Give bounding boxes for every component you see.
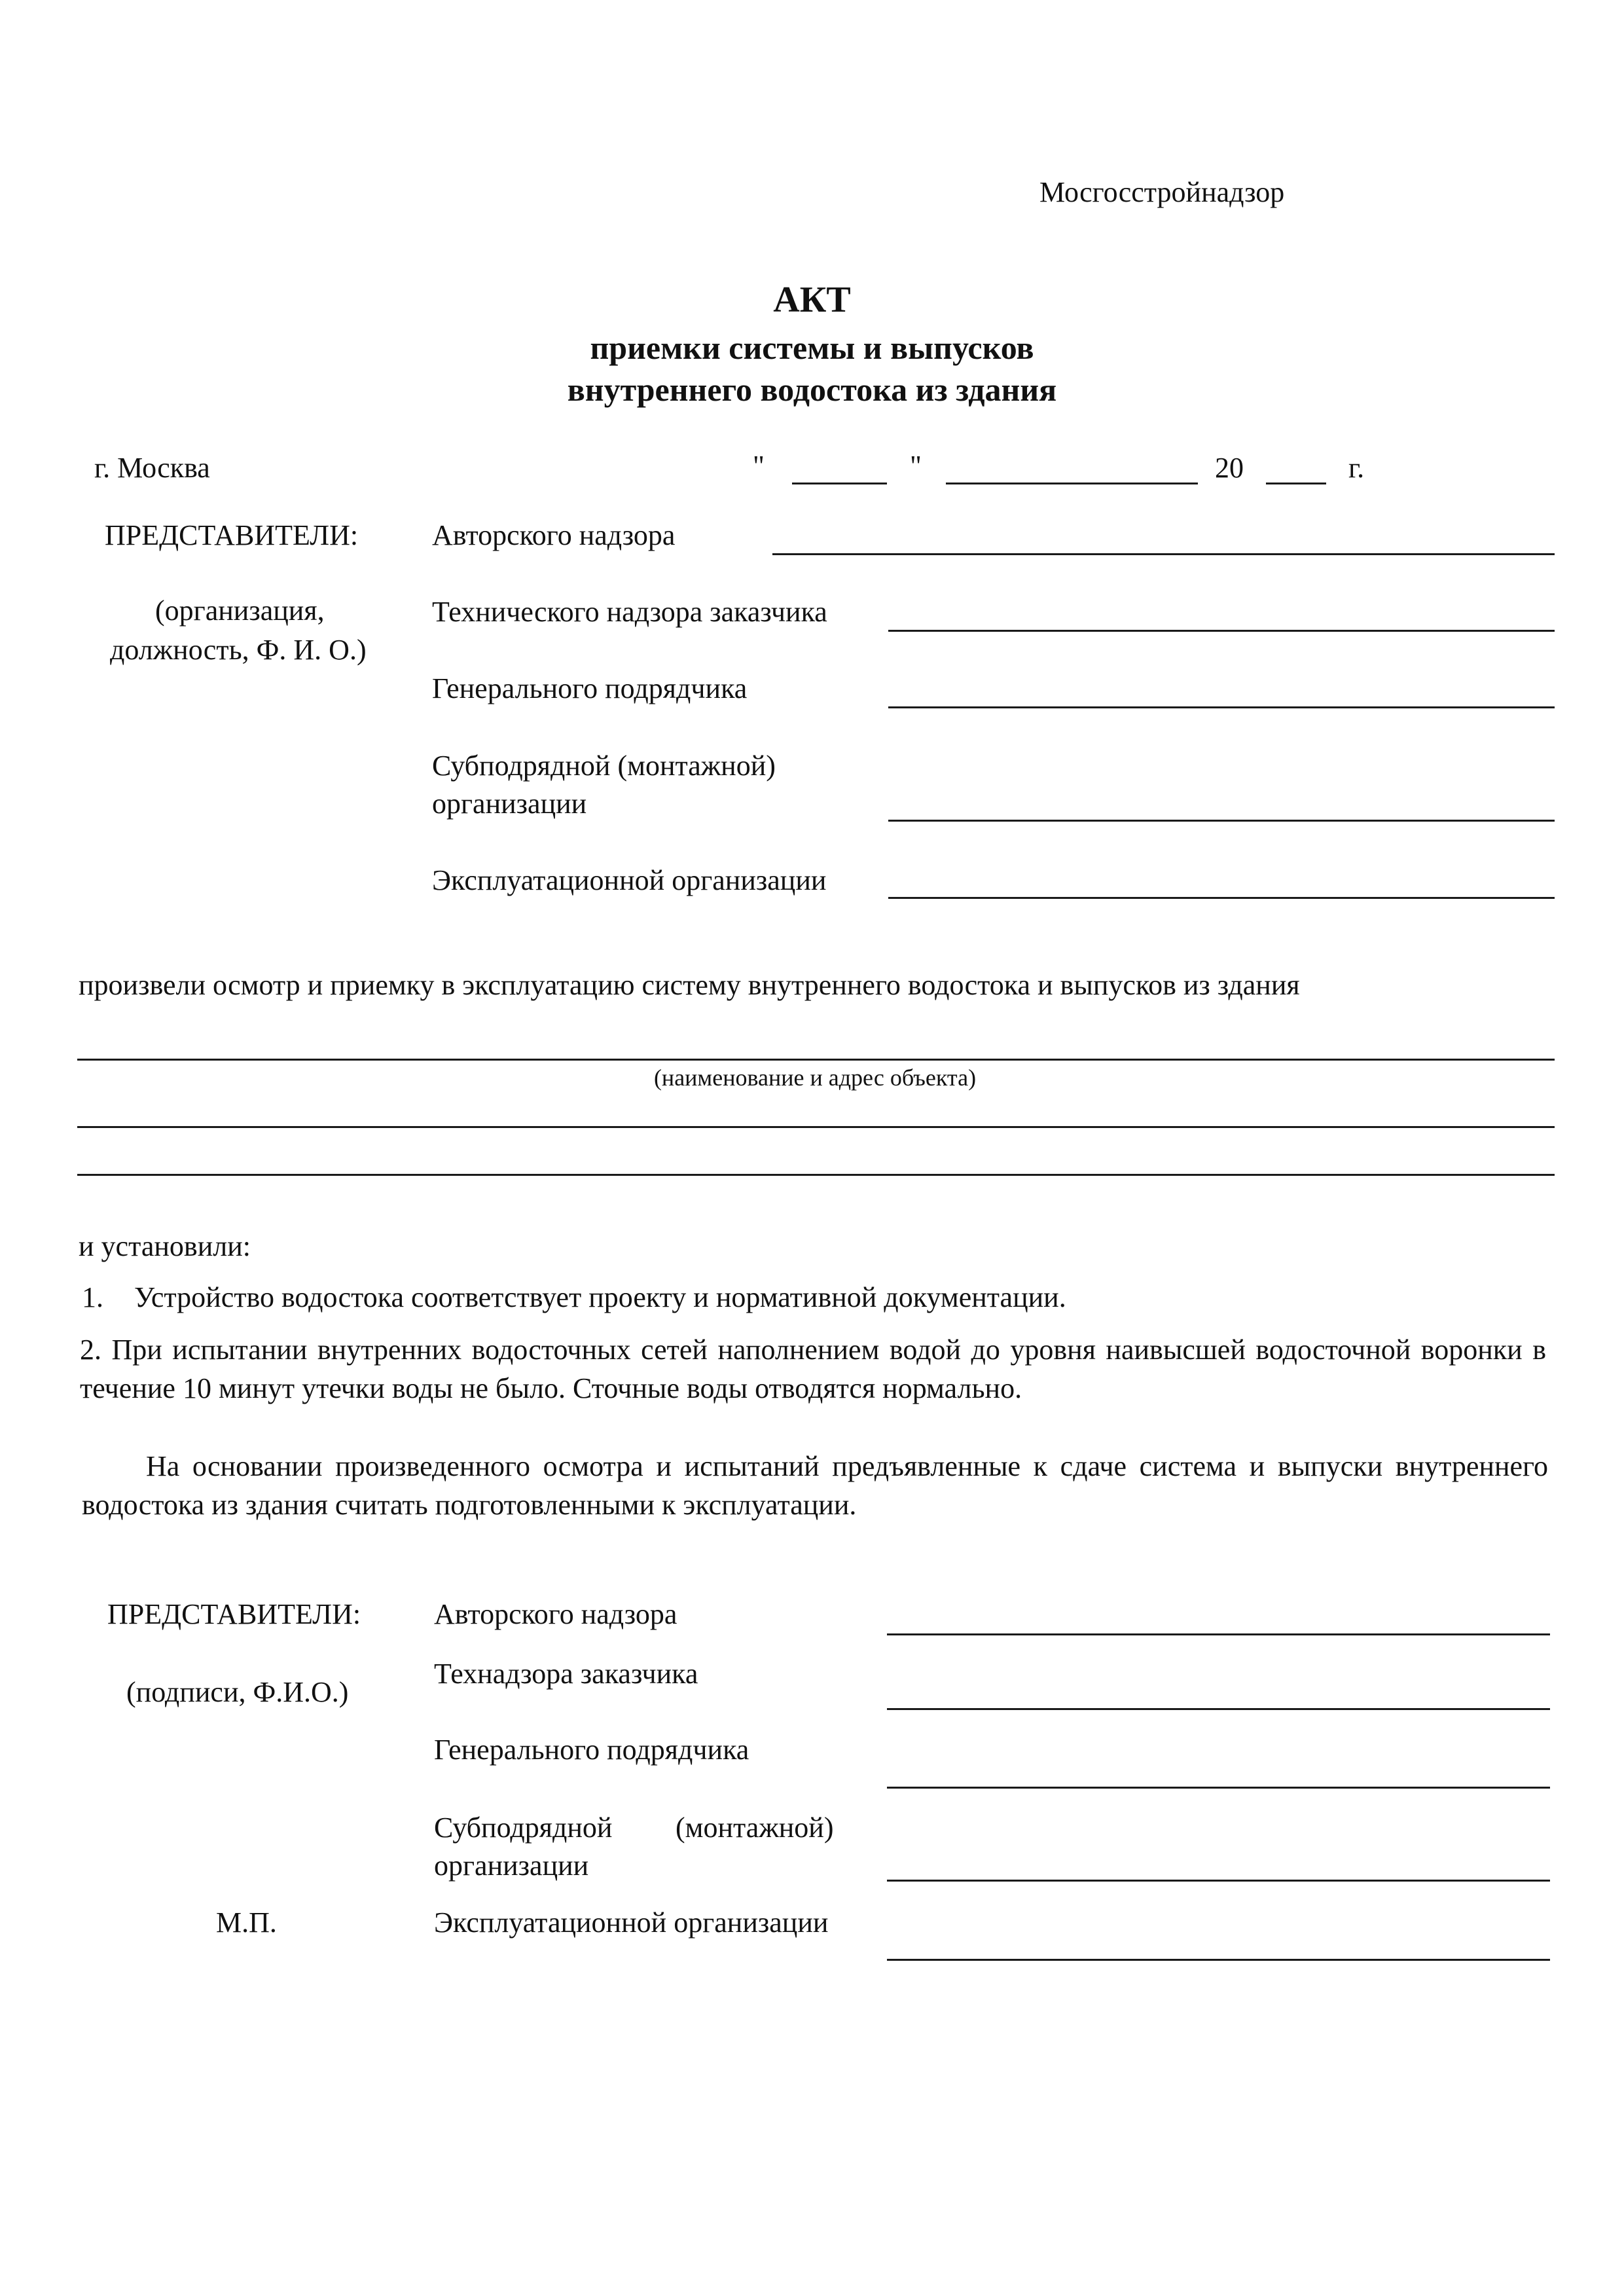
conclusion-text: На основании произведенного осмотра и испытаний предъявленные к сдаче система и выпуски внутреннего водостока из здания считать подготовленными к эксплуатации. bbox=[82, 1450, 1548, 1521]
year-suffix: г. bbox=[1348, 452, 1365, 484]
document-subtitle-line2: внутреннего водостока из здания bbox=[567, 371, 1057, 408]
inspection-statement: произвели осмотр и приемку в эксплуатацию систему внутреннего водостока и выпусков из здания bbox=[79, 969, 1300, 1001]
sign-role-operating-organization: Эксплуатационной организации bbox=[434, 1906, 829, 1939]
sign-role-customer-supervision: Технадзора заказчика bbox=[434, 1658, 698, 1690]
object-caption: (наименование и адрес объекта) bbox=[653, 1065, 977, 1091]
authority-name: Мосгосстройнадзор bbox=[1039, 176, 1285, 208]
document-subtitle-line1: приемки системы и выпусков bbox=[590, 329, 1034, 366]
date-quote-close: " bbox=[910, 450, 922, 482]
role-author-supervision: Авторского надзора bbox=[432, 519, 676, 551]
month-field-line[interactable] bbox=[946, 483, 1198, 484]
signatures-note: (подписи, Ф.И.О.) bbox=[126, 1676, 349, 1708]
sign-role-author-supervision: Авторского надзора bbox=[434, 1598, 677, 1630]
subcontractor-field-line[interactable] bbox=[888, 820, 1555, 822]
object-field-line-3[interactable] bbox=[77, 1174, 1555, 1176]
sign-author-supervision-line[interactable] bbox=[887, 1633, 1550, 1635]
representatives-heading-bottom: ПРЕДСТАВИТЕЛИ: bbox=[107, 1598, 361, 1630]
sign-role-subcontractor-word2: (монтажной) bbox=[676, 1812, 834, 1844]
role-general-contractor: Генерального подрядчика bbox=[432, 672, 748, 704]
sign-role-subcontractor-word1: Субподрядной bbox=[434, 1812, 613, 1844]
representatives-note-line1: (организация, bbox=[155, 594, 325, 627]
document-title: АКТ bbox=[773, 280, 851, 320]
city-label: г. Москва bbox=[94, 452, 210, 484]
representatives-heading-top: ПРЕДСТАВИТЕЛИ: bbox=[105, 519, 359, 551]
finding-1-text: Устройство водостока соответствует проекту и нормативной документации. bbox=[134, 1281, 1066, 1313]
sign-operating-organization-line[interactable] bbox=[887, 1959, 1550, 1961]
object-field-line-2[interactable] bbox=[77, 1126, 1555, 1128]
representatives-note-line2: должность, Ф. И. О.) bbox=[110, 634, 367, 666]
sign-customer-supervision-line[interactable] bbox=[887, 1708, 1550, 1710]
year-field-line[interactable] bbox=[1266, 483, 1326, 484]
date-quote-open: " bbox=[753, 450, 765, 482]
sign-subcontractor-line[interactable] bbox=[887, 1880, 1550, 1882]
finding-1-number: 1. bbox=[82, 1281, 103, 1313]
day-field-line[interactable] bbox=[792, 483, 887, 484]
author-supervision-field-line[interactable] bbox=[772, 553, 1555, 555]
role-operating-organization: Эксплуатационной организации bbox=[432, 864, 827, 896]
sign-general-contractor-line[interactable] bbox=[887, 1787, 1550, 1789]
stamp-placeholder: М.П. bbox=[216, 1906, 277, 1939]
year-prefix: 20 bbox=[1215, 452, 1244, 484]
operating-organization-field-line[interactable] bbox=[888, 897, 1555, 899]
object-field-line-1[interactable] bbox=[77, 1059, 1555, 1061]
role-subcontractor-line1: Субподрядной (монтажной) bbox=[432, 750, 776, 782]
sign-role-general-contractor: Генерального подрядчика bbox=[434, 1734, 749, 1766]
findings-intro: и установили: bbox=[79, 1230, 251, 1262]
role-technical-supervision: Технического надзора заказчика bbox=[432, 596, 827, 628]
technical-supervision-field-line[interactable] bbox=[888, 630, 1555, 632]
role-subcontractor-line2: организации bbox=[432, 788, 587, 820]
finding-2-text: 2. При испытании внутренних водосточных сетей наполнением водой до уровня наивысшей водосточной воронки в течение 10 минут утечки воды не было. Сточные воды отводятся нормально. bbox=[80, 1334, 1546, 1404]
sign-role-subcontractor-line2: организации bbox=[434, 1850, 589, 1882]
general-contractor-field-line[interactable] bbox=[888, 706, 1555, 708]
